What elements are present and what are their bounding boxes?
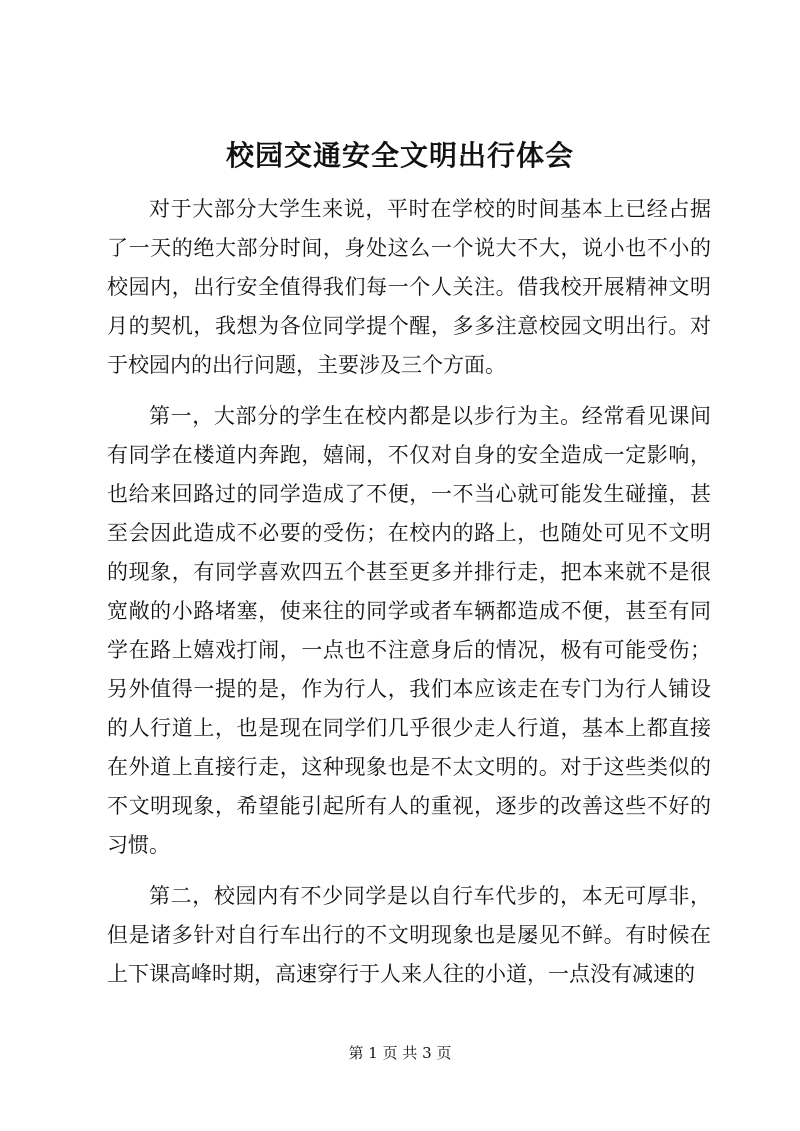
- document-body: [107, 190, 711, 1006]
- document-title: 校园交通安全文明出行体会: [225, 139, 574, 172]
- paragraph-intro: 对于大部分大学生来说，平时在学校的时间基本上已经占据了一天的绝大部分时间，身处这么一个说大不大，说小也不小的校园内，出行安全值得我们每一个人关注。借我校开展精神文明月的契机，我想为各位同学提个醒，多多注意校园文明出行。对于校园内的出行问题，主要涉及三个方面。: [107, 197, 711, 377]
- paragraph-second-point: 第二，校园内有不少同学是以自行车代步的，本无可厚非，但是诸多针对自行车出行的不文明现象也是屡见不鲜。有时候在上下课高峰时期，高速穿行于人来人往的小道，一点没有减速的: [107, 884, 711, 986]
- page-footer: 第 1 页 共 3 页: [348, 1044, 452, 1062]
- paragraph-first-point: 第一，大部分的学生在校内都是以步行为主。经常看见课间有同学在楼道内奔跑，嬉闹，不仅对自身的安全造成一定影响，也给来回路过的同学造成了不便，一不当心就可能发生碰撞，甚至会因此造成不必要的受伤；在校内的路上，也随处可见不文明的现象，有同学喜欢四五个甚至更多并排行走，把本来就不是很宽敞的小路堵塞，使来往的同学或者车辆都造成不便，甚至有同学在路上嬉戏打闹，一点也不注意身后的情况，极有可能受伤；另外值得一提的是，作为行人，我们本应该走在专门为行人铺设的人行道上，也是现在同学们几乎很少走人行道，基本上都直接在外道上直接行走，这种现象也是不太文明的。对于这些类似的不文明现象，希望能引起所有人的重视，逐步的改善这些不好的习惯。: [107, 404, 711, 857]
